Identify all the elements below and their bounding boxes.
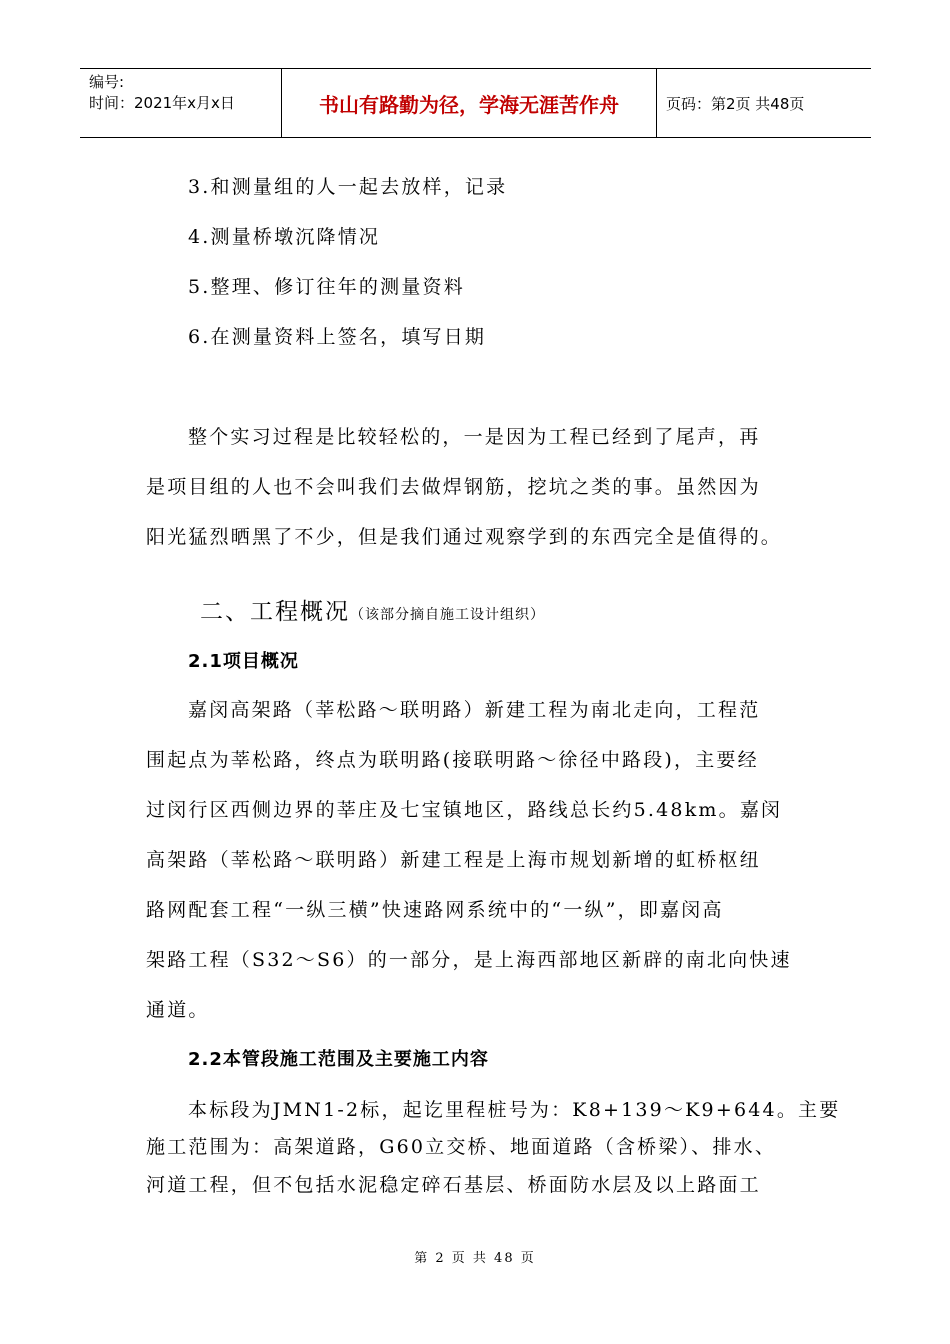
header-left-cell <box>80 69 282 137</box>
header-table <box>80 68 871 138</box>
paragraph-line: 是项目组的人也不会叫我们去做焊钢筋，挖坑之类的事。虽然因为 <box>146 476 761 498</box>
paragraph-line: 阳光猛烈晒黑了不少，但是我们通过观察学到的东西完全是值得的。 <box>146 526 783 548</box>
motto: 书山有路勤为径，学海无涯苦作舟 <box>282 69 657 137</box>
paragraph-line: 围起点为莘松路，终点为联明路(接联明路～徐径中路段)，主要经 <box>146 749 759 771</box>
paragraph-line: 整个实习过程是比较轻松的，一是因为工程已经到了尾声，再 <box>188 426 761 448</box>
paragraph-line: 河道工程，但不包括水泥稳定碎石基层、桥面防水层及以上路面工 <box>146 1174 761 1196</box>
list-item: 5.整理、修订往年的测量资料 <box>188 276 465 298</box>
paragraph-line: 高架路（莘松路～联明路）新建工程是上海市规划新增的虹桥枢纽 <box>146 849 761 871</box>
page-info: 页码：第2页 共48页 <box>666 94 805 113</box>
time-label: 时间：2021年x月x日 <box>89 94 235 112</box>
page-footer: 第 2 页 共 48 页 <box>414 1251 536 1266</box>
section-title: 二、工程概况 <box>200 599 350 625</box>
paragraph-line: 通道。 <box>146 999 210 1021</box>
paragraph-line: 嘉闵高架路（莘松路～联明路）新建工程为南北走向，工程范 <box>188 699 761 721</box>
number-label: 编号: <box>89 73 125 91</box>
paragraph-line: 过闵行区西侧边界的莘庄及七宝镇地区，路线总长约5.48km。嘉闵 <box>146 799 783 821</box>
section-note: （该部分摘自施工设计组织） <box>350 607 545 623</box>
paragraph-line: 施工范围为：高架道路，G60立交桥、地面道路（含桥梁）、排水、 <box>146 1136 777 1158</box>
subsection-title: 2.1项目概况 <box>188 651 299 672</box>
paragraph-line: 架路工程（S32～S6）的一部分，是上海西部地区新辟的南北向快速 <box>146 949 792 971</box>
paragraph-line: 本标段为JMN1-2标，起讫里程桩号为：K8+139～K9+644。主要 <box>188 1099 841 1121</box>
list-item: 3.和测量组的人一起去放样，记录 <box>188 176 508 198</box>
paragraph-line: 路网配套工程“一纵三横”快速路网系统中的“一纵”，即嘉闵高 <box>146 899 724 921</box>
section-heading <box>200 593 545 626</box>
list-item: 6.在测量资料上签名，填写日期 <box>188 326 487 348</box>
subsection-title: 2.2本管段施工范围及主要施工内容 <box>188 1049 489 1070</box>
list-item: 4.测量桥墩沉降情况 <box>188 226 381 248</box>
